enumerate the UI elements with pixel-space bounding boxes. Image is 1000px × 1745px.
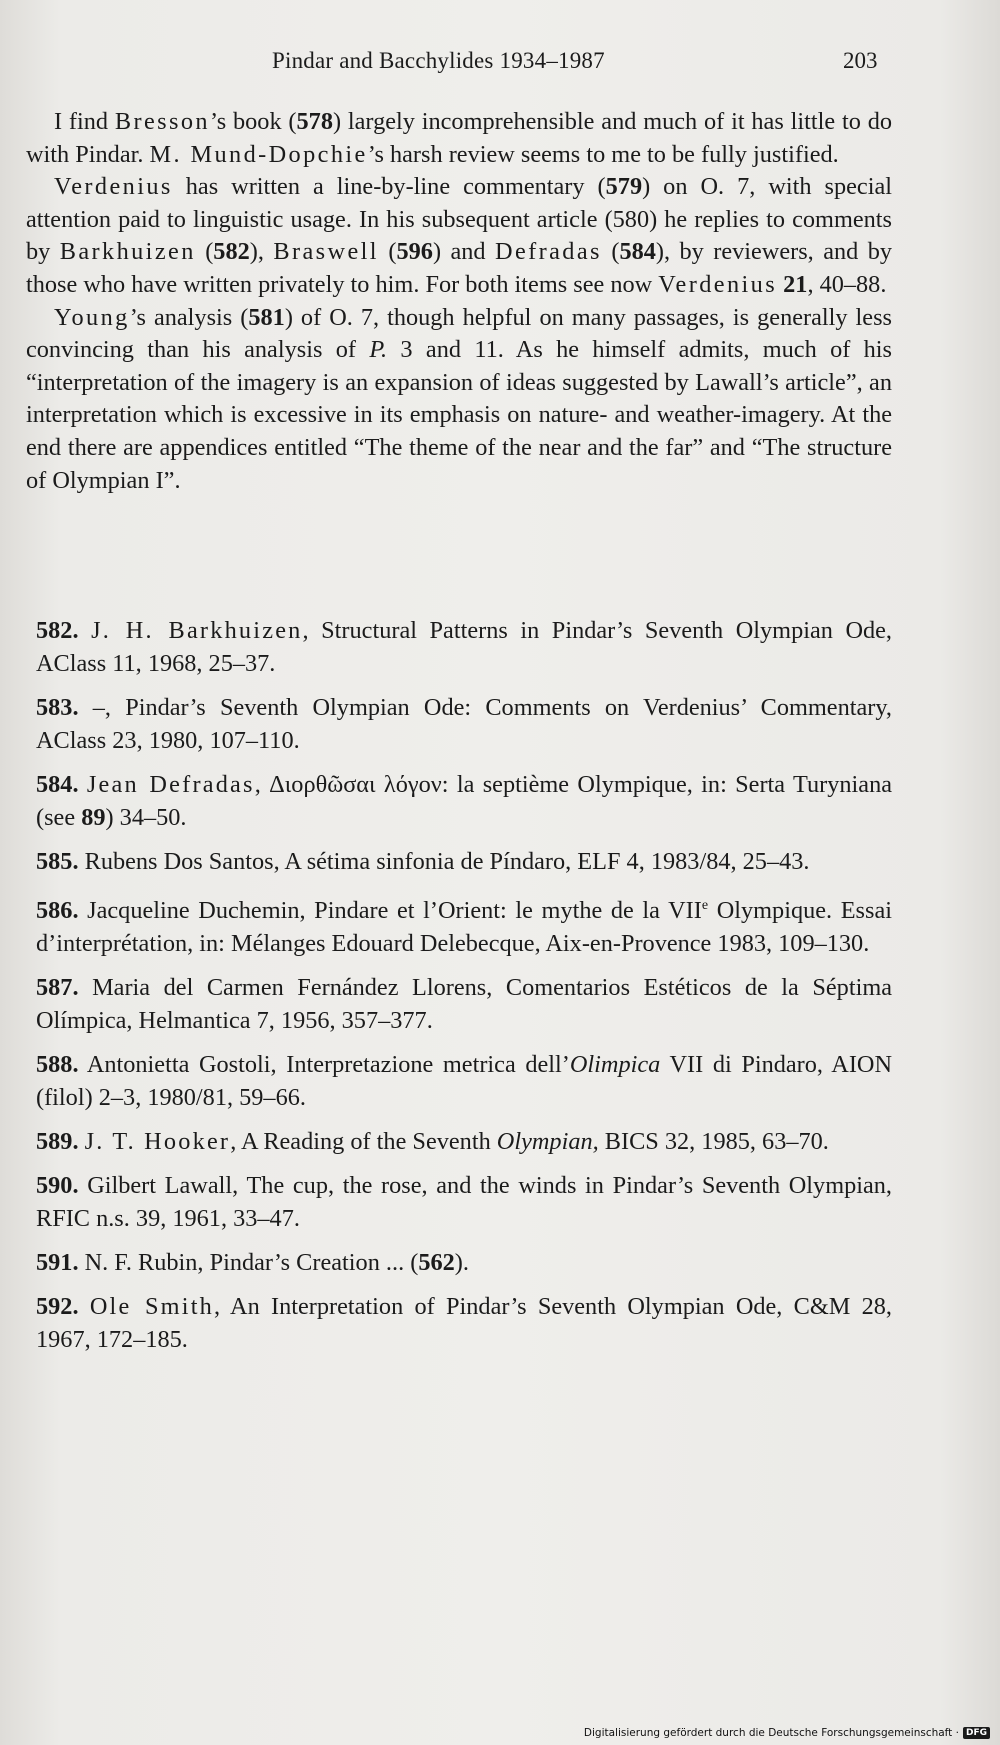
bibliography-entry: 582. J. H. Barkhuizen, Structural Patterns in Pindar’s Seventh Olympian Ode, AClass 11, 1968, 25–37. (36, 617, 893, 677)
bibliography-entry: 591. N. F. Rubin, Pindar’s Creation ... (562). (36, 1249, 469, 1277)
bibliography-entry: 586. Jacqueline Duchemin, Pindare et l’Orient: le mythe de la VIIe Olympique. Essai d’interprétation, in: Mélanges Edouard Delebecque, Aix-en-Provence 1983, 109–130. (36, 897, 892, 958)
bibliography-entry: 590. Gilbert Lawall, The cup, the rose, and the winds in Pindar’s Seventh Olympian, RFIC n.s. 39, 1961, 33–47. (36, 1172, 893, 1233)
digitization-footer (584, 1727, 990, 1739)
running-title: Pindar and Bacchylides 1934–1987 (272, 48, 605, 73)
bibliography-entry: 583. –, Pindar’s Seventh Olympian Ode: Comments on Verdenius’ Commentary, AClass 23, 1980, 107–110. (36, 694, 892, 754)
body-text (26, 106, 892, 497)
bibliography-entry: 589. J. T. Hooker, A Reading of the Seventh Olympian, BICS 32, 1985, 63–70. (36, 1128, 829, 1156)
bibliography-entry: 585. Rubens Dos Santos, A sétima sinfonia de Píndaro, ELF 4, 1983/84, 25–43. (36, 848, 810, 875)
paragraph-verdenius: Verdenius has written a line-by-line commentary (579) on O. 7, with special attention paid to linguistic usage. In his subsequent article (580) he replies to comments by Barkhuizen (582), Braswell (596) and Defradas (584), by reviewers, and by those who have written privately to him. For both items see now Verdenius 21, 40–88. (26, 173, 893, 298)
bibliography-entry: 584. Jean Defradas, Διορθῶσαι λόγον: la septième Olympique, in: Serta Turyniana (see 89) 34–50. (36, 771, 893, 831)
page-number: 203 (843, 48, 878, 73)
paragraph-bresson: I find Bresson’s book (578) largely incomprehensible and much of it has little to do with Pindar. M. Mund-Dopchie’s harsh review seems to me to be fully justified. (26, 108, 892, 168)
page-header (0, 48, 1000, 82)
bibliography-entry: 587. Maria del Carmen Fernández Llorens, Comentarios Estéticos de la Séptima Olímpica, Helmantica 7, 1956, 357–377. (36, 974, 892, 1035)
dfg-logo: DFG (963, 1727, 990, 1739)
bibliography-list (36, 614, 892, 1367)
bibliography-entry: 592. Ole Smith, An Interpretation of Pindar’s Seventh Olympian Ode, C&M 28, 1967, 172–185. (36, 1293, 892, 1354)
footer-note: Digitalisierung gefördert durch die Deutsche Forschungsgemeinschaft · (583, 1727, 959, 1739)
bibliography-entry: 588. Antonietta Gostoli, Interpretazione metrica dell’Olimpica VII di Pindaro, AION (filol) 2–3, 1980/81, 59–66. (36, 1051, 892, 1112)
paragraph-young: Young’s analysis (581) of O. 7, though helpful on many passages, is generally less convincing than his analysis of P. 3 and 11. As he himself admits, much of his “interpretation of the imagery is an expansion of ideas suggested by Lawall’s article”, an interpretation which is excessive in its emphasis on nature- and weather-imagery. At the end there are appendices entitled “The theme of the near and the far” and “The structure of Olympian I”. (26, 303, 892, 494)
